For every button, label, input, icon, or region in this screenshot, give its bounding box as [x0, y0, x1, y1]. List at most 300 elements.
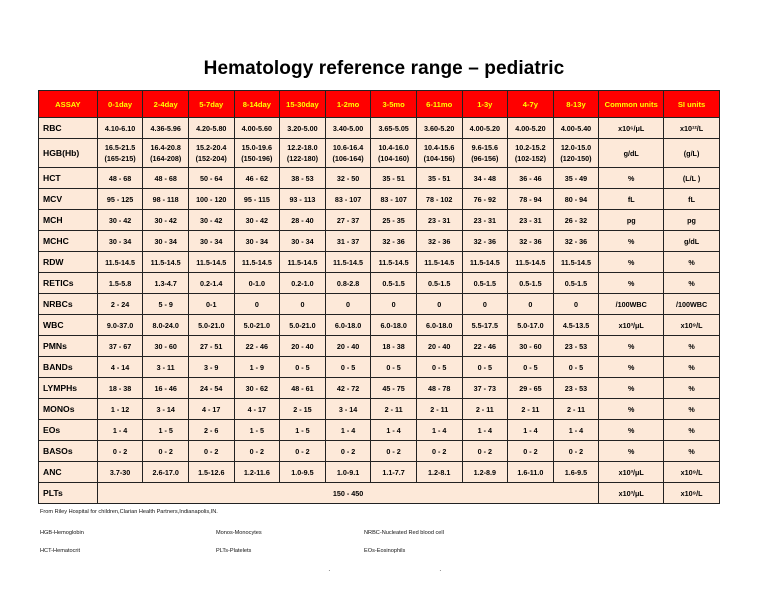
range-cell: 3 - 9 [188, 357, 234, 378]
range-cell: 0 - 2 [416, 441, 462, 462]
range-cell [234, 139, 280, 168]
table-body [39, 118, 720, 504]
range-cell: 27 - 37 [325, 210, 371, 231]
header-cell: 6-11mo [416, 91, 462, 118]
range-cell: 6.0-18.0 [416, 315, 462, 336]
range-cell: 30 - 60 [508, 336, 554, 357]
range-cell: 0 - 5 [553, 357, 599, 378]
common-unit: fL [599, 189, 664, 210]
range-cell: 2 - 11 [462, 399, 508, 420]
range-cell: 32 - 36 [371, 231, 417, 252]
common-unit: x10³/μL [599, 462, 664, 483]
range-cell: 0.2-1.0 [280, 273, 326, 294]
range-cell: 0-1 [188, 294, 234, 315]
si-unit: g/dL [664, 231, 720, 252]
table-row [39, 315, 720, 336]
assay-label: BANDs [39, 357, 98, 378]
header-cell: 0-1day [97, 91, 143, 118]
header-cell: 8-14day [234, 91, 280, 118]
range-cell: 93 - 113 [280, 189, 326, 210]
range-cell: 3 - 14 [143, 399, 189, 420]
range-cell: 1.1-7.7 [371, 462, 417, 483]
dot-mark: · [439, 566, 442, 575]
range-cell: 0 [325, 294, 371, 315]
common-unit: % [599, 399, 664, 420]
range-cell: 3 - 11 [143, 357, 189, 378]
common-unit: % [599, 252, 664, 273]
range-cell: 46 - 62 [234, 168, 280, 189]
table-row [39, 231, 720, 252]
assay-label: LYMPHs [39, 378, 98, 399]
range-cell: 4 - 17 [234, 399, 280, 420]
range-cell: 18 - 38 [371, 336, 417, 357]
range-cell: 8.0-24.0 [143, 315, 189, 336]
range-cell: 23 - 31 [508, 210, 554, 231]
dot-mark: · [328, 566, 331, 575]
range-cell: 0 [280, 294, 326, 315]
range-line: (104-156) [423, 154, 455, 163]
table-row [39, 357, 720, 378]
table-row [39, 168, 720, 189]
si-unit: fL [664, 189, 720, 210]
range-cell: 30 - 42 [143, 210, 189, 231]
range-cell: 5.0-21.0 [188, 315, 234, 336]
range-line: 16.5-21.5 [104, 143, 136, 152]
range-cell: 32 - 36 [462, 231, 508, 252]
range-cell: 37 - 73 [462, 378, 508, 399]
range-cell: 0 - 2 [325, 441, 371, 462]
range-cell: 0 - 5 [371, 357, 417, 378]
si-unit: x10⁹/L [664, 462, 720, 483]
range-cell: 83 - 107 [371, 189, 417, 210]
range-cell: 0.5-1.5 [508, 273, 554, 294]
abbrev-hct: HCT-Hematocrit [40, 548, 81, 554]
abbrev-hgb: HGB-Hemoglobin [40, 530, 84, 536]
range-cell: 3.20-5.00 [280, 118, 326, 139]
range-cell: 30 - 34 [143, 231, 189, 252]
range-cell: 11.5-14.5 [462, 252, 508, 273]
common-unit: % [599, 357, 664, 378]
range-cell: 95 - 125 [97, 189, 143, 210]
range-cell: 4.36-5.96 [143, 118, 189, 139]
range-cell: 5.0-21.0 [234, 315, 280, 336]
common-unit: % [599, 273, 664, 294]
range-cell [462, 139, 508, 168]
range-cell: 2 - 15 [280, 399, 326, 420]
range-cell: 0.8-2.8 [325, 273, 371, 294]
range-cell: 48 - 68 [143, 168, 189, 189]
common-unit: /100WBC [599, 294, 664, 315]
range-cell: 48 - 78 [416, 378, 462, 399]
header-cell: 1-3y [462, 91, 508, 118]
range-cell: 1 - 5 [143, 420, 189, 441]
range-cell: 0 - 2 [234, 441, 280, 462]
range-cell: 0 - 2 [371, 441, 417, 462]
range-cell: 34 - 48 [462, 168, 508, 189]
header-cell: SI units [664, 91, 720, 118]
range-cell: 22 - 46 [462, 336, 508, 357]
range-cell: 0.5-1.5 [371, 273, 417, 294]
range-cell: 3.60-5.20 [416, 118, 462, 139]
range-line: 10.6-16.4 [332, 143, 364, 152]
si-unit: % [664, 273, 720, 294]
range-cell: 32 - 50 [325, 168, 371, 189]
range-cell: 32 - 36 [416, 231, 462, 252]
range-cell: 11.5-14.5 [97, 252, 143, 273]
range-cell: 31 - 37 [325, 231, 371, 252]
range-cell: 11.5-14.5 [325, 252, 371, 273]
table-row [39, 483, 720, 504]
range-line: 10.4-16.0 [378, 143, 409, 152]
range-cell: 0 [508, 294, 554, 315]
range-cell: 4 - 14 [97, 357, 143, 378]
range-cell: 30 - 34 [234, 231, 280, 252]
range-cell: 1.2-8.9 [462, 462, 508, 483]
range-cell: 0 - 5 [416, 357, 462, 378]
range-cell: 35 - 51 [371, 168, 417, 189]
range-cell: 2 - 11 [371, 399, 417, 420]
table-row [39, 210, 720, 231]
common-unit: % [599, 420, 664, 441]
range-cell: 30 - 42 [188, 210, 234, 231]
range-cell: 4.00-5.40 [553, 118, 599, 139]
si-unit: % [664, 420, 720, 441]
range-cell: 6.0-18.0 [325, 315, 371, 336]
range-cell: 48 - 61 [280, 378, 326, 399]
range-cell: 1 - 12 [97, 399, 143, 420]
range-cell: 1.0-9.5 [280, 462, 326, 483]
header-cell: 15-30day [280, 91, 326, 118]
range-line: 10.2-15.2 [515, 143, 546, 152]
abbrev-nrbc: NRBC-Nucleated Red blood cell [364, 530, 444, 536]
range-cell: 29 - 65 [508, 378, 554, 399]
range-cell: 0 - 2 [553, 441, 599, 462]
range-cell: 0-1.0 [234, 273, 280, 294]
range-cell: 20 - 40 [416, 336, 462, 357]
range-cell [553, 139, 599, 168]
si-unit: (g/L) [664, 139, 720, 168]
si-unit: % [664, 441, 720, 462]
assay-label: ANC [39, 462, 98, 483]
range-cell: 4.00-5.20 [508, 118, 554, 139]
range-cell: 1.2-8.1 [416, 462, 462, 483]
range-cell: 0.5-1.5 [553, 273, 599, 294]
range-cell: 50 - 64 [188, 168, 234, 189]
range-cell: 3.40-5.00 [325, 118, 371, 139]
si-unit: (L/L ) [664, 168, 720, 189]
assay-label: HCT [39, 168, 98, 189]
table-row [39, 420, 720, 441]
range-cell: 11.5-14.5 [143, 252, 189, 273]
table-row [39, 399, 720, 420]
range-cell: 2 - 11 [416, 399, 462, 420]
plts-value: 150 - 450 [97, 483, 599, 504]
range-cell: 5.5-17.5 [462, 315, 508, 336]
range-cell: 0 [462, 294, 508, 315]
range-cell: 30 - 42 [234, 210, 280, 231]
range-line: (106-164) [332, 154, 364, 163]
range-line: (152-204) [195, 154, 227, 163]
table-row [39, 252, 720, 273]
range-cell: 0 - 5 [280, 357, 326, 378]
header-cell: 2-4day [143, 91, 189, 118]
range-line: (102-152) [514, 154, 546, 163]
range-cell: 16 - 46 [143, 378, 189, 399]
range-cell: 6.0-18.0 [371, 315, 417, 336]
source-note: From Riley Hospital for children,Clarian Health Partners,Indianapolis,IN. [40, 509, 218, 515]
range-line: 9.6-15.6 [471, 143, 498, 152]
range-cell: 1 - 4 [97, 420, 143, 441]
range-cell: 48 - 68 [97, 168, 143, 189]
range-cell: 83 - 107 [325, 189, 371, 210]
range-cell: 11.5-14.5 [371, 252, 417, 273]
range-cell: 1 - 9 [234, 357, 280, 378]
range-cell: 30 - 62 [234, 378, 280, 399]
range-line: (96-156) [471, 154, 499, 163]
assay-label: BASOs [39, 441, 98, 462]
common-unit: % [599, 336, 664, 357]
range-cell: 5.0-21.0 [280, 315, 326, 336]
si-unit: x10¹²/L [664, 118, 720, 139]
range-cell: 11.5-14.5 [416, 252, 462, 273]
range-cell: 27 - 51 [188, 336, 234, 357]
range-cell: 32 - 36 [508, 231, 554, 252]
range-cell: 42 - 72 [325, 378, 371, 399]
range-cell: 0.5-1.5 [462, 273, 508, 294]
common-unit: % [599, 378, 664, 399]
range-cell: 22 - 46 [234, 336, 280, 357]
range-cell: 0 - 2 [143, 441, 189, 462]
header-cell: 1-2mo [325, 91, 371, 118]
range-line: (165-215) [104, 154, 136, 163]
assay-label: MONOs [39, 399, 98, 420]
range-cell: 26 - 32 [553, 210, 599, 231]
range-line: (104-160) [378, 154, 410, 163]
range-cell: 0 - 2 [508, 441, 554, 462]
range-cell: 1 - 4 [508, 420, 554, 441]
range-cell: 95 - 115 [234, 189, 280, 210]
assay-label: RETICs [39, 273, 98, 294]
assay-label: MCV [39, 189, 98, 210]
assay-label: PLTs [39, 483, 98, 504]
header-cell: Common units [599, 91, 664, 118]
assay-label: MCH [39, 210, 98, 231]
common-unit: pg [599, 210, 664, 231]
range-cell: 0 - 5 [325, 357, 371, 378]
range-cell: 4.00-5.20 [462, 118, 508, 139]
range-cell: 0 [234, 294, 280, 315]
range-line: (120-150) [560, 154, 592, 163]
range-cell: 25 - 35 [371, 210, 417, 231]
range-cell: 1.3-4.7 [143, 273, 189, 294]
range-cell: 30 - 34 [280, 231, 326, 252]
range-cell: 4 - 17 [188, 399, 234, 420]
header-row [39, 91, 720, 118]
range-cell: 28 - 40 [280, 210, 326, 231]
range-cell [143, 139, 189, 168]
table-row [39, 189, 720, 210]
range-cell: 76 - 92 [462, 189, 508, 210]
range-cell: 23 - 53 [553, 378, 599, 399]
assay-label: PMNs [39, 336, 98, 357]
range-cell: 0 - 2 [462, 441, 508, 462]
range-cell: 35 - 49 [553, 168, 599, 189]
range-cell [371, 139, 417, 168]
range-cell: 78 - 94 [508, 189, 554, 210]
header-cell: 8-13y [553, 91, 599, 118]
range-cell: 23 - 53 [553, 336, 599, 357]
range-cell: 4.20-5.80 [188, 118, 234, 139]
range-cell: 11.5-14.5 [553, 252, 599, 273]
range-cell: 1 - 5 [280, 420, 326, 441]
range-cell: 0 [416, 294, 462, 315]
range-cell: 11.5-14.5 [280, 252, 326, 273]
range-cell: 35 - 51 [416, 168, 462, 189]
assay-label: MCHC [39, 231, 98, 252]
si-unit: x10⁹/L [664, 483, 720, 504]
range-cell: 9.0-37.0 [97, 315, 143, 336]
range-cell [280, 139, 326, 168]
range-cell: 1.2-11.6 [234, 462, 280, 483]
table-row [39, 441, 720, 462]
table-row [39, 336, 720, 357]
range-cell: 1 - 5 [234, 420, 280, 441]
range-line: 15.0-19.6 [241, 143, 273, 152]
range-cell: 4.00-5.60 [234, 118, 280, 139]
range-line: (150-196) [241, 154, 273, 163]
range-cell: 38 - 53 [280, 168, 326, 189]
table-row [39, 462, 720, 483]
range-cell [97, 139, 143, 168]
range-cell: 1 - 4 [462, 420, 508, 441]
range-cell: 11.5-14.5 [188, 252, 234, 273]
range-cell: 23 - 31 [462, 210, 508, 231]
table-row [39, 139, 720, 168]
range-cell: 45 - 75 [371, 378, 417, 399]
common-unit: g/dL [599, 139, 664, 168]
range-cell: 100 - 120 [188, 189, 234, 210]
range-line: 12.0-15.0 [560, 143, 592, 152]
range-cell: 0 [553, 294, 599, 315]
range-line: 10.4-15.6 [424, 143, 455, 152]
range-cell: 2.6-17.0 [143, 462, 189, 483]
range-cell: 20 - 40 [280, 336, 326, 357]
range-cell [508, 139, 554, 168]
range-cell: 30 - 42 [97, 210, 143, 231]
table-row [39, 118, 720, 139]
range-cell: 20 - 40 [325, 336, 371, 357]
range-cell: 0 [371, 294, 417, 315]
assay-label: WBC [39, 315, 98, 336]
si-unit: % [664, 357, 720, 378]
si-unit: % [664, 336, 720, 357]
si-unit: /100WBC [664, 294, 720, 315]
header-cell: 4-7y [508, 91, 554, 118]
range-cell: 1 - 4 [371, 420, 417, 441]
range-cell: 1.5-5.8 [97, 273, 143, 294]
range-cell: 2 - 11 [553, 399, 599, 420]
range-cell: 3.65-5.05 [371, 118, 417, 139]
range-cell: 1.5-12.6 [188, 462, 234, 483]
range-cell: 5.0-17.0 [508, 315, 554, 336]
range-cell: 0 - 5 [508, 357, 554, 378]
range-cell: 30 - 60 [143, 336, 189, 357]
range-line: 12.2-18.0 [287, 143, 318, 152]
assay-label: EOs [39, 420, 98, 441]
header-cell: 5-7day [188, 91, 234, 118]
si-unit: % [664, 399, 720, 420]
range-line: (122-180) [286, 154, 319, 163]
assay-label: NRBCs [39, 294, 98, 315]
range-cell: 1 - 4 [416, 420, 462, 441]
abbrev-eos: EOs-Eosinophils [364, 548, 406, 554]
range-cell: 0.2-1.4 [188, 273, 234, 294]
range-cell: 2 - 6 [188, 420, 234, 441]
range-cell: 11.5-14.5 [234, 252, 280, 273]
range-cell: 0.5-1.5 [416, 273, 462, 294]
abbrev-monos: Monos-Monocytes [216, 530, 262, 536]
common-unit: x10⁶/μL [599, 118, 664, 139]
range-cell: 1 - 4 [553, 420, 599, 441]
range-line: 15.2-20.4 [196, 143, 227, 152]
header-cell: ASSAY [39, 91, 98, 118]
range-cell: 30 - 34 [188, 231, 234, 252]
range-cell: 18 - 38 [97, 378, 143, 399]
si-unit: % [664, 378, 720, 399]
common-unit: % [599, 441, 664, 462]
range-line: (164-208) [150, 154, 182, 163]
table-row [39, 294, 720, 315]
header-cell: 3-5mo [371, 91, 417, 118]
range-cell: 4.5-13.5 [553, 315, 599, 336]
range-cell: 0 - 2 [188, 441, 234, 462]
range-line: 16.4-20.8 [150, 143, 181, 152]
assay-label: HGB(Hb) [39, 139, 98, 168]
range-cell: 1 - 4 [325, 420, 371, 441]
range-cell: 37 - 67 [97, 336, 143, 357]
range-cell: 2 - 11 [508, 399, 554, 420]
table-row [39, 378, 720, 399]
range-cell: 0 - 2 [280, 441, 326, 462]
si-unit: pg [664, 210, 720, 231]
range-cell: 36 - 46 [508, 168, 554, 189]
range-cell: 30 - 34 [97, 231, 143, 252]
range-cell: 1.6-11.0 [508, 462, 554, 483]
range-cell: 2 - 24 [97, 294, 143, 315]
common-unit: x10³/μL [599, 315, 664, 336]
range-cell: 0 - 5 [462, 357, 508, 378]
common-unit: % [599, 231, 664, 252]
abbrev-plts: PLTs-Platelets [216, 548, 252, 554]
range-cell: 4.10-6.10 [97, 118, 143, 139]
assay-label: RDW [39, 252, 98, 273]
range-cell: 3.7-30 [97, 462, 143, 483]
common-unit: x10³/μL [599, 483, 664, 504]
range-cell: 5 - 9 [143, 294, 189, 315]
range-cell: 78 - 102 [416, 189, 462, 210]
si-unit: x10⁹/L [664, 315, 720, 336]
range-cell: 23 - 31 [416, 210, 462, 231]
range-cell: 11.5-14.5 [508, 252, 554, 273]
range-cell: 98 - 118 [143, 189, 189, 210]
range-cell: 32 - 36 [553, 231, 599, 252]
range-cell: 3 - 14 [325, 399, 371, 420]
range-cell [188, 139, 234, 168]
assay-label: RBC [39, 118, 98, 139]
reference-table [38, 90, 720, 504]
range-cell [416, 139, 462, 168]
range-cell [325, 139, 371, 168]
